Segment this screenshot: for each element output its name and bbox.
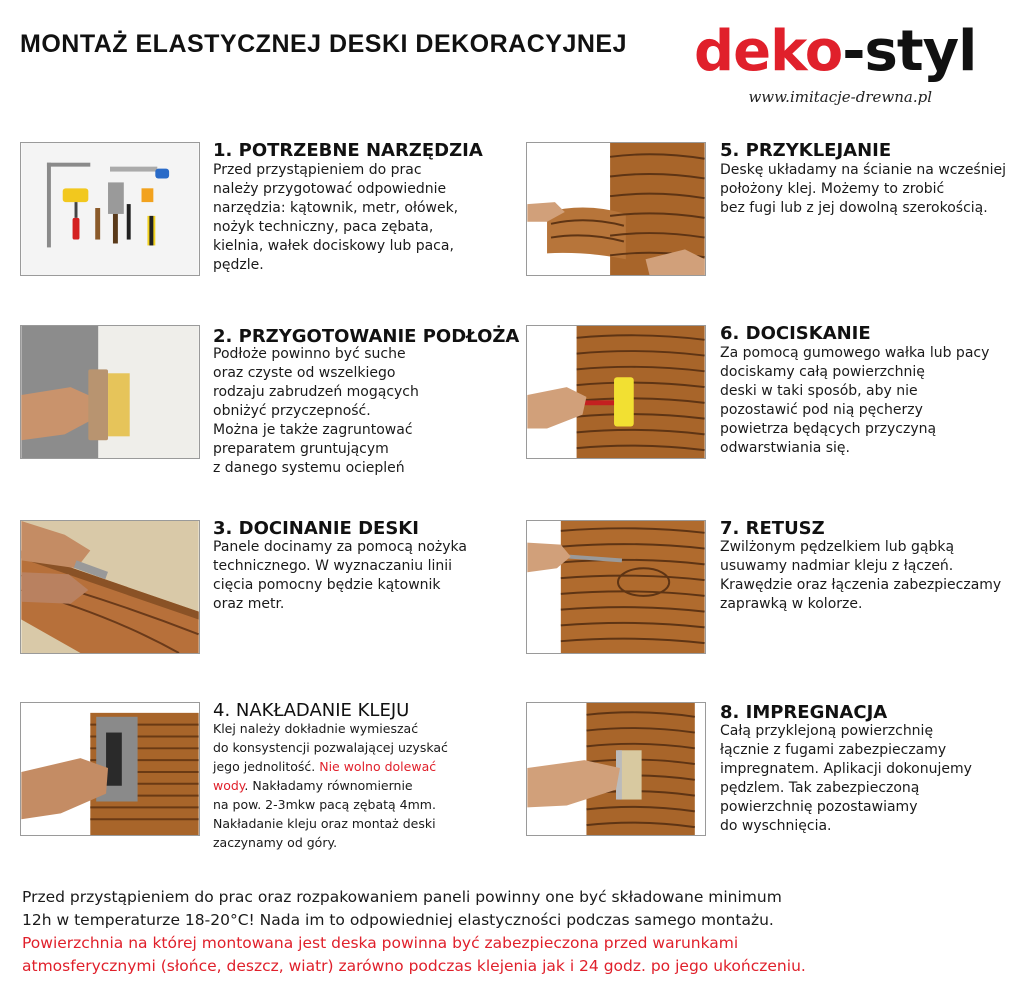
step-7-text: Zwilżonym pędzelkiem lub gąbką usuwamy nadmiar kleju z łączeń. Krawędzie oraz łączenia zabezpieczamy zaprawką w kolorze.	[720, 539, 1002, 612]
step-4-title: 4. NAKŁADANIE KLEJU	[213, 700, 410, 721]
storage-note-line-2: 12h w temperaturze 18-20°C! Nada im to odpowiedniej elastyczności podczas samego montażu.	[22, 911, 774, 929]
footer-notes	[22, 886, 1012, 978]
step-8-text: Całą przyklejoną powierzchnię łącznie z fugami zabezpieczamy impregnatem. Aplikacji dokonujemy pędzlem. Tak zabezpieczoną powierzchnię pozostawiamy do wyschnięcia.	[720, 723, 972, 834]
tools-icon	[21, 143, 199, 275]
cutting-photo	[20, 520, 200, 654]
roller-icon	[527, 326, 705, 458]
logo-dash: -	[842, 19, 865, 84]
step-5-title: 5. PRZYKLEJANIE	[720, 140, 892, 161]
board-icon	[527, 143, 705, 275]
roller-photo	[526, 325, 706, 459]
storage-note-line-1: Przed przystąpieniem do prac oraz rozpakowaniem paneli powinny one być składowane minimum	[22, 888, 782, 906]
paintbrush-icon	[527, 521, 705, 653]
step-3-text: Panele docinamy za pomocą nożyka technicznego. W wyznaczaniu linii cięcia pomocny będzie kątownik oraz metr.	[213, 539, 467, 612]
gluing-board-photo	[526, 142, 706, 276]
step-2-text: Podłoże powinno być suche oraz czyste od wszelkiego rodzaju zabrudzeń mogących obniżyć przyczepność. Można je także zagruntować preparatem gruntującym z danego systemu ociepleń	[213, 346, 419, 476]
step-6-title: 6. DOCISKANIE	[720, 323, 871, 344]
page-title: MONTAŻ ELASTYCZNEJ DESKI DEKORACYJNEJ	[20, 30, 627, 58]
website-url[interactable]: www.imitacje-drewna.pl	[748, 88, 932, 106]
step-7-title: 7. RETUSZ	[720, 518, 825, 539]
trowel-icon	[21, 703, 199, 835]
brush-wall-photo	[20, 325, 200, 459]
logo-part-deko: deko	[694, 19, 843, 84]
logo-part-styl: styl	[864, 19, 977, 84]
tools-photo	[20, 142, 200, 276]
glue-trowel-photo	[20, 702, 200, 836]
weather-warning-line-1: Powierzchnia na której montowana jest deska powinna być zabezpieczona przed warunkami	[22, 934, 739, 952]
step-6-text: Za pomocą gumowego wałka lub pacy dociskamy całą powierzchnię deski w taki sposób, aby nie pozostawić pod nią pęcherzy powietrza będących przyczyną odwarstwiania się.	[720, 345, 990, 456]
cutter-icon	[21, 521, 199, 653]
retouch-photo	[526, 520, 706, 654]
step-8-title: 8. IMPREGNACJA	[720, 702, 888, 723]
step-1-title: 1. POTRZEBNE NARZĘDZIA	[213, 140, 483, 161]
step-2-title: 2. PRZYGOTOWANIE PODŁOŻA	[213, 326, 520, 347]
weather-warning-line-2: atmosferycznymi (słońce, deszcz, wiatr) zarówno podczas klejenia jak i 24 godz. po jego ukończeniu.	[22, 957, 806, 975]
step-3-title: 3. DOCINANIE DESKI	[213, 518, 419, 539]
brush-icon	[21, 326, 199, 458]
impregnation-photo	[526, 702, 706, 836]
step-5-text: Deskę układamy na ścianie na wcześniej położony klej. Możemy to zrobić bez fugi lub z jej dowolną szerokością.	[720, 162, 1006, 216]
step-1-text: Przed przystąpieniem do prac należy przygotować odpowiednie narzędzia: kątownik, metr, ołówek, nożyk techniczny, paca zębata, kielnia, wałek dociskowy lub paca, pędzle.	[213, 162, 459, 273]
warning-text: Nie wolno dolewać	[319, 759, 437, 774]
step-4-text: Klej należy dokładnie wymieszać do konsystencji pozwalającej uzyskać jego jednolitość. Nie wolno dolewać wody. Nakładamy równomiernie na pow. 2-3mkw pacą zębatą 4mm. Nakładanie kleju oraz montaż deski zaczynamy od góry.	[213, 721, 448, 850]
deko-styl-logo[interactable]	[694, 19, 994, 122]
warning-text-cont: wody	[213, 778, 245, 793]
wide-brush-icon	[527, 703, 705, 835]
